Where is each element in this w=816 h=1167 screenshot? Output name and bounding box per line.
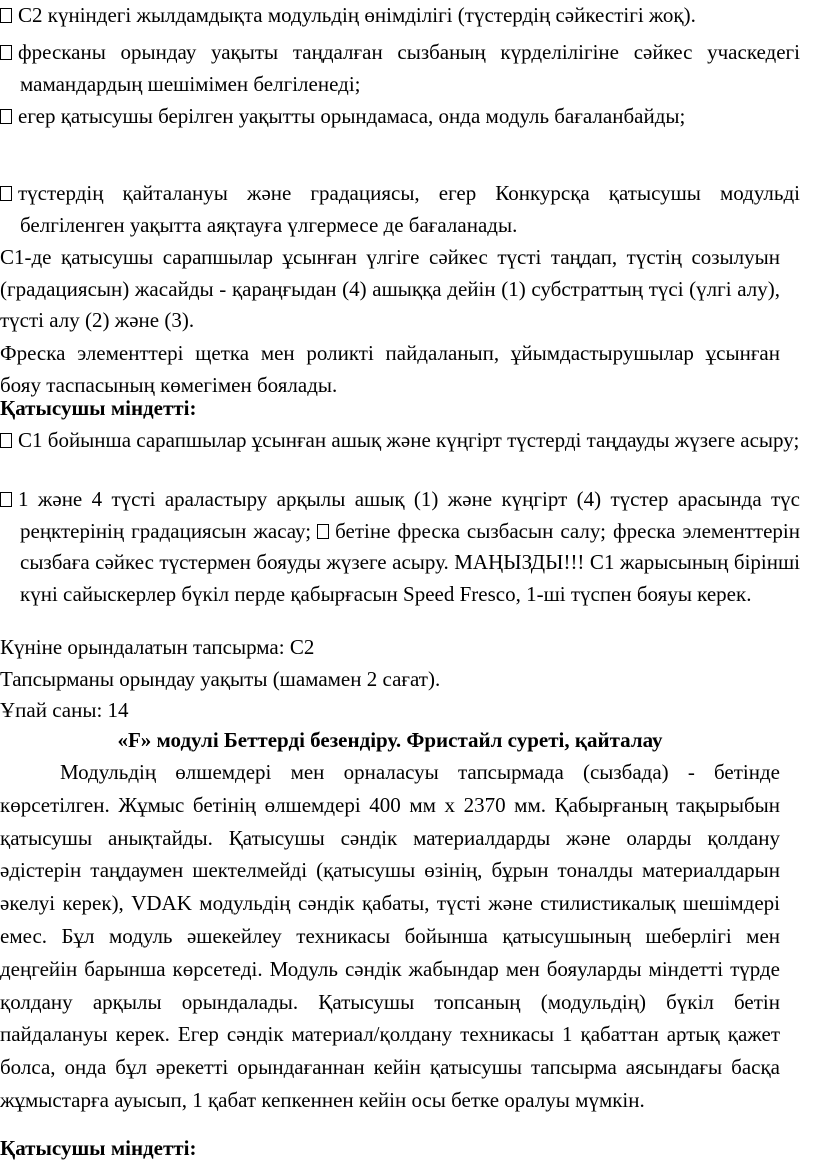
section-heading-duties: Қатысушы міндетті: xyxy=(0,396,197,420)
list-item-color-repeat: түстердің қайталануы және градациясы, егер Конкурсқа қатысушы модульді белгіленген уақытта аяқтауға үлгермесе де бағаланады. xyxy=(0,178,800,241)
section-heading-duties-2: Қатысушы міндетті: xyxy=(0,1136,197,1160)
task-item-color-choice: С1 бойынша сарапшылар ұсынған ашық және күңгірт түстерді таңдауды жүзеге асыру; xyxy=(0,425,800,457)
bullet-box-icon xyxy=(0,433,12,448)
task-duration-line: Тапсырманы орындау уақыты (шамамен 2 сағат). xyxy=(0,667,441,691)
bullet-box-icon xyxy=(0,186,12,201)
bullet-box-icon xyxy=(0,45,12,60)
list-item-no-grade: егер қатысушы берілген уақытты орындамаса, онда модуль бағаланбайды; xyxy=(0,101,800,133)
module-f-title: «F» модулі Беттерді безендіру. Фристайл суреті, қайталау xyxy=(117,728,663,752)
bullet-box-icon xyxy=(0,109,12,124)
task-day-line: Күніне орындалатын тапсырма: С2 xyxy=(0,635,315,659)
paragraph-c1-gradation: С1-де қатысушы сарапшылар ұсынған үлгіге сәйкес түсті таңдап, түстің созылуын (градациясын) жасайды - қараңғыдан (4) ашыққа дейін (1) субстраттың түсі (үлгі алу), түсті алу (2) және (3). xyxy=(0,245,780,332)
bullet-box-icon xyxy=(317,524,329,539)
module-f-body: Модульдің өлшемдері мен орналасуы тапсырмада (сызбада) - бетінде көрсетілген. Жұмыс бетінің өлшемдері 400 мм х 2370 мм. Қабырғаның тақырыбын қатысушы анықтайды. Қатысушы сәндік материалдарды және оларды қолдану әдістерін таңдаумен шектелмейді (қатысушы өзінің, бұрын тоналды материалдарын әкелуі керек), VDAK модульдің сәндік қабаты, түсті және стилистикалық шешімдері емес. Бұл модуль әшекейлеу техникасы бойынша қатысушының шеберлігі мен деңгейін барынша көрсетеді. Модуль сәндік жабындар мен бояуларды міндетті түрде қолдану арқылы орындалады. Қатысушы топсаның (модульдің) бүкіл бетін пайдалануы керек. Егер сәндік материал/қолдану техникасы 1 қабаттан артық қажет болса, онда бұл әрекетті орындағаннан кейін қатысушы тапсырма аясындағы басқа жұмыстарға ауысып, 1 қабат кепкеннен кейін осы бетке оралуы мүмкін. xyxy=(0,760,780,1112)
bullet-box-icon xyxy=(0,8,12,23)
points-line: Ұпай саны: 14 xyxy=(0,698,129,722)
list-item-fresco-time: фресканы орындау уақыты таңдалған сызбаның күрделілігіне сәйкес учаскедегі мамандардың шешімімен белгіленеді; xyxy=(0,37,800,100)
paragraph-fresco-elements: Фреска элементтері щетка мен роликті пайдаланып, ұйымдастырушылар ұсынған бояу таспасының көмегімен боялады. xyxy=(0,341,780,397)
list-item-speed: С2 күніндегі жылдамдықта модульдің өнімділігі (түстердің сәйкестігі жоқ). xyxy=(0,0,800,32)
bullet-box-icon xyxy=(0,492,12,507)
task-item-gradation: 1 және 4 түсті араластыру арқылы ашық (1) және күңгірт (4) түстер арасында түс реңктерінің градациясын жасау; бетіне фреска сызбасын салу; фреска элементтерін сызбаға сәйкес түстермен бояуды жүзеге асыру. МАҢЫЗДЫ!!! С1 жарысының бірінші күні сайыскерлер бүкіл перде қабырғасын Speed Fresco, 1-ші түспен бояуы керек. xyxy=(0,484,800,610)
